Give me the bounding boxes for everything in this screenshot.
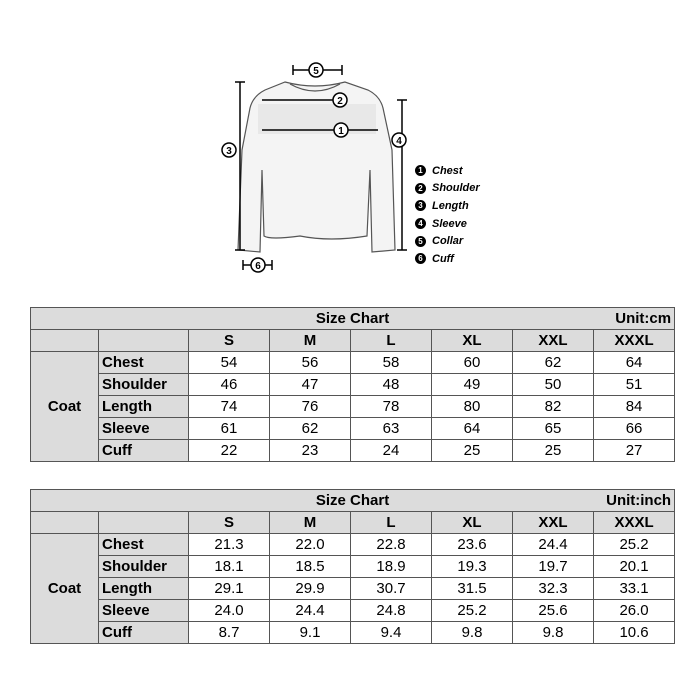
legend-item-cuff (415, 250, 480, 268)
measurement-value: 48 (351, 374, 432, 396)
measurement-value: 82 (513, 396, 594, 418)
measurement-value: 84 (594, 396, 675, 418)
measurement-value: 63 (351, 418, 432, 440)
marker-5: 5 (313, 66, 319, 77)
measurement-value: 25.6 (513, 600, 594, 622)
measurement-value: 22.8 (351, 534, 432, 556)
measurement-value: 29.9 (270, 578, 351, 600)
measurement-label: Sleeve (99, 418, 189, 440)
legend-label: Collar (432, 235, 464, 248)
table-header-row (31, 512, 675, 534)
measurement-value: 66 (594, 418, 675, 440)
size-header: XXXL (594, 330, 675, 352)
header-blank-cell (31, 512, 99, 534)
measurement-value: 32.3 (513, 578, 594, 600)
measurement-value: 65 (513, 418, 594, 440)
size-header: L (351, 512, 432, 534)
table-header-row (31, 330, 675, 352)
measurement-label: Length (99, 396, 189, 418)
measurement-value: 18.9 (351, 556, 432, 578)
table-row (31, 418, 675, 440)
legend-number: 4 (415, 218, 426, 229)
table-row (31, 396, 675, 418)
header-blank-cell (99, 330, 189, 352)
legend-number: 2 (415, 183, 426, 194)
measurement-value: 24.0 (189, 600, 270, 622)
measurement-label: Cuff (99, 622, 189, 644)
table-title: Size Chart (315, 492, 390, 509)
table-row (31, 622, 675, 644)
measurement-value: 61 (189, 418, 270, 440)
measurement-value: 78 (351, 396, 432, 418)
garment-group-label: Coat (31, 534, 99, 644)
measurement-value: 9.8 (513, 622, 594, 644)
measurement-value: 24.8 (351, 600, 432, 622)
measurement-legend (415, 162, 480, 268)
table-unit: Unit:cm (615, 310, 672, 327)
measurement-value: 24.4 (270, 600, 351, 622)
header-blank-cell (31, 330, 99, 352)
measurement-label: Chest (99, 352, 189, 374)
header-blank-cell (99, 512, 189, 534)
measurement-value: 54 (189, 352, 270, 374)
table-row (31, 534, 675, 556)
table-title-row (31, 490, 675, 512)
measurement-value: 33.1 (594, 578, 675, 600)
legend-label: Shoulder (432, 182, 480, 195)
size-header: XXL (513, 512, 594, 534)
measurement-value: 25.2 (432, 600, 513, 622)
measurement-label: Sleeve (99, 600, 189, 622)
measurement-value: 25 (432, 440, 513, 462)
legend-number: 5 (415, 236, 426, 247)
measurement-label: Shoulder (99, 556, 189, 578)
legend-label: Cuff (432, 252, 454, 265)
table-row (31, 440, 675, 462)
measurement-value: 24 (351, 440, 432, 462)
measurement-value: 23 (270, 440, 351, 462)
size-header: M (270, 330, 351, 352)
measurement-value: 62 (270, 418, 351, 440)
measurement-value: 51 (594, 374, 675, 396)
measurement-value: 22 (189, 440, 270, 462)
legend-item-collar (415, 232, 480, 250)
measurement-value: 47 (270, 374, 351, 396)
legend-label: Length (432, 199, 469, 212)
measurement-value: 23.6 (432, 534, 513, 556)
size-chart-inch-table (30, 489, 675, 644)
measurement-label: Shoulder (99, 374, 189, 396)
table-row (31, 600, 675, 622)
measurement-value: 9.8 (432, 622, 513, 644)
table-row (31, 352, 675, 374)
size-header: M (270, 512, 351, 534)
size-header: XXL (513, 330, 594, 352)
legend-item-shoulder (415, 180, 480, 198)
table-title-cell (31, 308, 675, 330)
measurement-value: 64 (594, 352, 675, 374)
measurement-value: 31.5 (432, 578, 513, 600)
measurement-value: 19.3 (432, 556, 513, 578)
measurement-value: 9.4 (351, 622, 432, 644)
table-unit: Unit:inch (606, 492, 672, 509)
measurement-value: 58 (351, 352, 432, 374)
legend-item-chest (415, 162, 480, 180)
measurement-value: 80 (432, 396, 513, 418)
marker-6: 6 (255, 261, 261, 272)
size-header: S (189, 512, 270, 534)
garment-group-label: Coat (31, 352, 99, 462)
size-header: XXXL (594, 512, 675, 534)
measurement-value: 25.2 (594, 534, 675, 556)
legend-label: Chest (432, 164, 463, 177)
measurement-label: Cuff (99, 440, 189, 462)
measurement-value: 9.1 (270, 622, 351, 644)
size-header: XL (432, 512, 513, 534)
measurement-value: 10.6 (594, 622, 675, 644)
legend-item-sleeve (415, 215, 480, 233)
table-title: Size Chart (315, 310, 390, 327)
measurement-value: 56 (270, 352, 351, 374)
measurement-value: 27 (594, 440, 675, 462)
garment-measurement-diagram (0, 0, 700, 290)
measurement-value: 20.1 (594, 556, 675, 578)
table-title-cell (31, 490, 675, 512)
measurement-value: 25 (513, 440, 594, 462)
marker-1: 1 (338, 126, 344, 137)
measurement-value: 76 (270, 396, 351, 418)
measurement-label: Chest (99, 534, 189, 556)
table-row (31, 556, 675, 578)
measurement-value: 18.5 (270, 556, 351, 578)
legend-label: Sleeve (432, 217, 467, 230)
size-header: XL (432, 330, 513, 352)
size-header: L (351, 330, 432, 352)
legend-number: 3 (415, 200, 426, 211)
legend-item-length (415, 197, 480, 215)
table-row (31, 578, 675, 600)
measurement-value: 74 (189, 396, 270, 418)
marker-4: 4 (396, 136, 402, 147)
measurement-value: 46 (189, 374, 270, 396)
measurement-value: 60 (432, 352, 513, 374)
measurement-value: 22.0 (270, 534, 351, 556)
measurement-value: 29.1 (189, 578, 270, 600)
measurement-value: 24.4 (513, 534, 594, 556)
size-chart-cm-table (30, 307, 675, 462)
legend-number: 1 (415, 165, 426, 176)
size-header: S (189, 330, 270, 352)
marker-2: 2 (337, 96, 343, 107)
measurement-label: Length (99, 578, 189, 600)
measurement-value: 19.7 (513, 556, 594, 578)
measurement-value: 64 (432, 418, 513, 440)
measurement-value: 8.7 (189, 622, 270, 644)
legend-number: 6 (415, 253, 426, 264)
table-row (31, 374, 675, 396)
table-title-row (31, 308, 675, 330)
measurement-value: 49 (432, 374, 513, 396)
measurement-value: 18.1 (189, 556, 270, 578)
measurement-value: 21.3 (189, 534, 270, 556)
measurement-value: 26.0 (594, 600, 675, 622)
measurement-value: 62 (513, 352, 594, 374)
measurement-value: 30.7 (351, 578, 432, 600)
marker-3: 3 (226, 146, 232, 157)
measurement-value: 50 (513, 374, 594, 396)
